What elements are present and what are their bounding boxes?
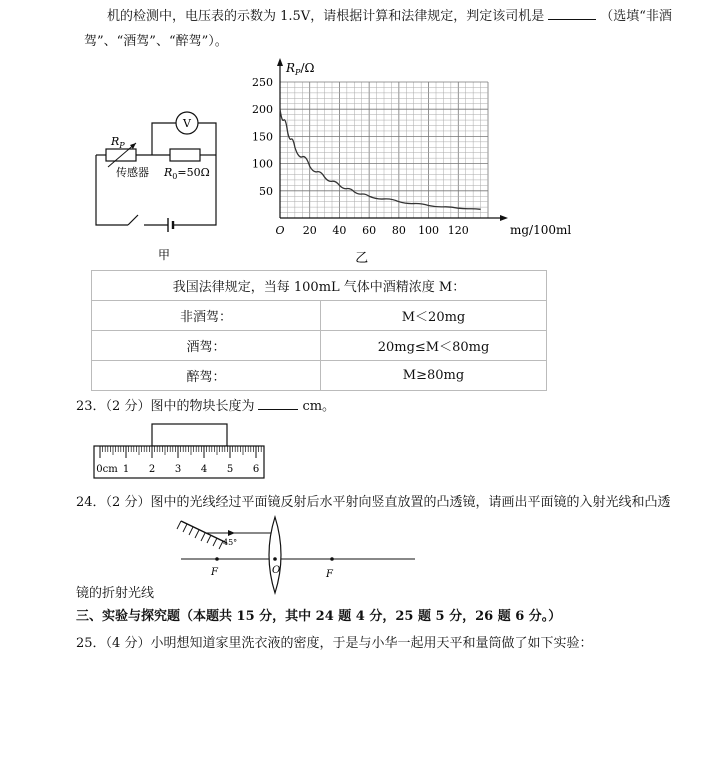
chart-x-tick-label: 40	[332, 224, 347, 237]
r0-label: R	[164, 166, 173, 179]
law-table-header-row	[92, 271, 547, 301]
plane-mirror	[181, 521, 227, 543]
ruler-label: 0cm	[96, 464, 118, 475]
chart-y-arrow-icon	[277, 58, 283, 66]
chart-x-tick-label: 120	[447, 224, 469, 237]
chart-y-tick-label: 250	[252, 76, 273, 89]
angle-label: 45°	[223, 538, 238, 547]
law-table-row	[92, 331, 547, 361]
block-object	[152, 424, 227, 446]
mirror-hatching	[177, 521, 223, 549]
circuit-caption: 甲	[157, 248, 171, 262]
ruler-label: 3	[174, 464, 182, 475]
q22-line1-post: （选填“非酒	[600, 9, 672, 24]
section3-title: 三、实验与探究题（本题共 15 分，其中 24 题 4 分，25 题 5 分，26 题 6 分。）	[76, 609, 562, 624]
chart-x-tick-label: 100	[418, 224, 440, 237]
law-row-label: 酒驾：	[92, 331, 321, 361]
q22-line2: 驾”、“酒驾”、“醉驾”）。	[84, 34, 228, 49]
svg-text:R0=50Ω	[163, 166, 210, 181]
q24-text: 24．（2 分）图中的光线经过平面镜反射后水平射向竖直放置的凸透镜，请画出平面镜的入射光线和凸透	[76, 495, 671, 510]
sensor-resistor	[106, 149, 136, 161]
chart-y-axis-label-unit: /Ω	[300, 61, 315, 75]
rp-label: R	[111, 135, 120, 148]
voltmeter-label: V	[183, 117, 191, 130]
q22-line1-pre: 机的检测中，电压表的示数为 1.5V，请根据计算和法律规定，判定该司机是	[107, 9, 545, 24]
circuit-diagram	[88, 105, 228, 265]
ruler-label: 5	[226, 464, 234, 475]
law-row-label: 醉驾：	[92, 361, 321, 391]
r0-value: =50Ω	[177, 166, 210, 179]
ruler-label: 1	[122, 464, 130, 475]
chart-y-axis-label-sub: P	[295, 68, 301, 77]
focus-right-label: F	[326, 569, 333, 580]
rp-sub: P	[119, 141, 125, 150]
chart-x-tick-label: 20	[302, 224, 317, 237]
q23-text	[76, 398, 335, 415]
law-table-header: 我国法律规定，当每 100mL 气体中酒精浓度 M：	[92, 271, 547, 301]
optical-center-label: O	[272, 565, 281, 576]
chart-ticks	[252, 76, 469, 237]
q24-text-continued: 镜的折射光线	[76, 586, 155, 601]
chart-x-tick-label: O	[275, 224, 285, 237]
q23-post: cm。	[302, 399, 336, 414]
q22-line1	[107, 8, 672, 25]
chart-y-axis-label-main: R	[286, 61, 296, 75]
chart-caption: 乙	[355, 251, 369, 266]
chart-x-tick-label: 80	[391, 224, 406, 237]
chart-x-arrow-icon	[500, 215, 508, 221]
optics-figure	[175, 515, 420, 595]
ray-arrow-icon	[228, 530, 235, 536]
svg-text:RP	[110, 135, 125, 150]
q23-answer-blank[interactable]	[258, 398, 298, 410]
chart-y-axis-label	[285, 61, 314, 77]
focus-left-label: F	[211, 567, 218, 578]
chart-y-tick-label: 200	[252, 103, 273, 117]
chart-x-axis-label: mg/100ml	[510, 223, 572, 237]
r0-resistor	[170, 149, 200, 161]
law-row-value: M≥80mg	[321, 361, 547, 391]
optical-center-point	[273, 557, 277, 561]
convex-lens	[269, 517, 281, 593]
ruler-label: 2	[148, 464, 156, 475]
chart-y-tick-label: 50	[259, 184, 273, 198]
chart-y-tick-label: 100	[252, 157, 273, 171]
q22-answer-blank[interactable]	[548, 8, 596, 20]
ruler-label: 4	[200, 464, 208, 475]
switch-symbol	[128, 215, 138, 225]
chart-grid	[280, 82, 488, 218]
q25-text: 25．（4 分）小明想知道家里洗衣液的密度，于是与小华一起用天平和量筒做了如下实验：	[76, 636, 593, 651]
chart-x-tick-label: 60	[362, 224, 377, 237]
law-table	[91, 270, 547, 391]
ruler-figure	[92, 420, 267, 482]
ruler-label: 6	[252, 464, 260, 475]
law-table-row	[92, 301, 547, 331]
focus-left-point	[215, 557, 219, 561]
law-row-value: 20mg≤M＜80mg	[321, 331, 547, 361]
sensor-label: 传感器	[116, 166, 149, 179]
focus-right-point	[330, 557, 334, 561]
law-row-label: 非酒驾：	[92, 301, 321, 331]
r0-sub: 0	[172, 172, 178, 181]
chart-y-tick-label: 150	[252, 130, 273, 144]
law-table-row	[92, 361, 547, 391]
q23-pre: 23．（2 分）图中的物块长度为	[76, 399, 255, 414]
law-row-value: M＜20mg	[321, 301, 547, 331]
resistance-chart	[250, 58, 572, 268]
